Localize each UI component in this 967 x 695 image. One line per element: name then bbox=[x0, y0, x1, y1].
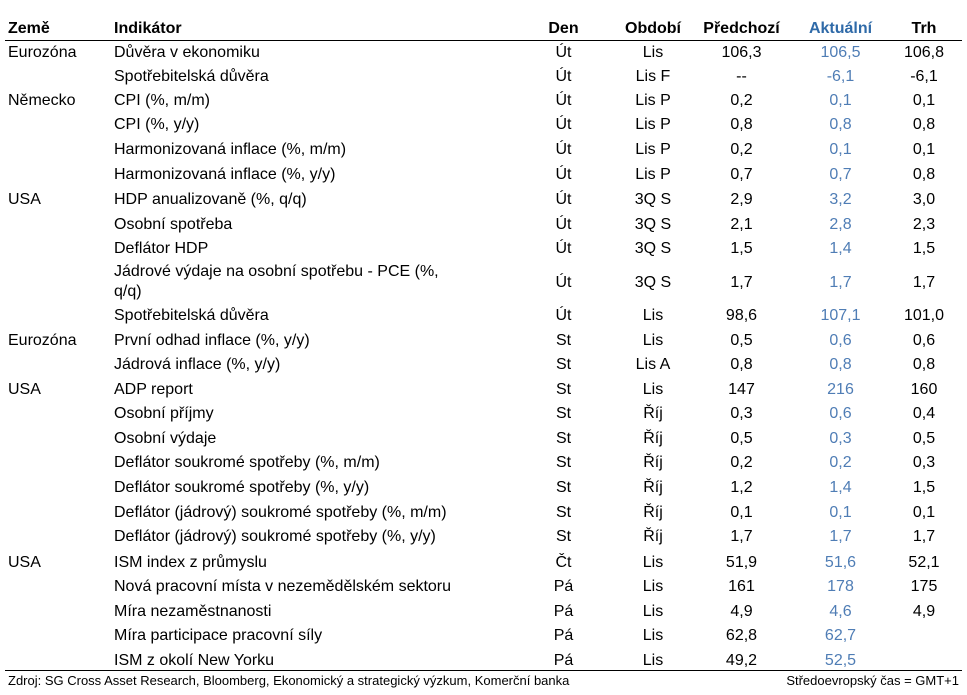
cell-day: Út bbox=[555, 240, 572, 257]
cell-day: Út bbox=[555, 166, 572, 183]
timezone-note: Středoevropský čas = GMT+1 bbox=[786, 673, 959, 688]
footer-divider bbox=[5, 670, 962, 671]
cell-day: St bbox=[555, 504, 572, 521]
cell-period: Říj bbox=[643, 454, 663, 471]
cell-actual: 4,6 bbox=[829, 603, 852, 620]
cell-market: 0,4 bbox=[912, 405, 936, 422]
table-row bbox=[0, 600, 967, 624]
cell-day: Čt bbox=[555, 554, 572, 571]
cell-country: USA bbox=[8, 191, 41, 208]
cell-indicator: Spotřebitelská důvěra bbox=[114, 68, 269, 85]
cell-actual: 0,8 bbox=[829, 356, 852, 373]
cell-indicator: Nová pracovní místa v nezemědělském sektoru bbox=[114, 578, 452, 595]
cell-period: Říj bbox=[643, 405, 663, 422]
cell-period: 3Q S bbox=[634, 240, 672, 257]
table-row bbox=[0, 378, 967, 402]
table-row bbox=[0, 329, 967, 353]
cell-day: Út bbox=[555, 191, 572, 208]
cell-market: 0,8 bbox=[912, 356, 936, 373]
cell-indicator: Jádrové výdaje na osobní spotřebu - PCE (%, bbox=[114, 263, 439, 280]
cell-period: Lis A bbox=[635, 356, 671, 373]
cell-market: 2,3 bbox=[912, 216, 936, 233]
cell-period: Lis bbox=[642, 578, 664, 595]
table-row bbox=[0, 451, 967, 475]
table-row bbox=[0, 237, 967, 261]
cell-indicator: Deflátor (jádrový) soukromé spotřeby (%, y/y) bbox=[114, 528, 436, 545]
cell-actual: 0,1 bbox=[829, 141, 852, 158]
cell-period: 3Q S bbox=[634, 216, 672, 233]
cell-day: St bbox=[555, 479, 572, 496]
cell-actual: 0,2 bbox=[829, 454, 852, 471]
cell-previous: 0,2 bbox=[730, 141, 753, 158]
cell-previous: 51,9 bbox=[725, 554, 758, 571]
cell-indicator: HDP anualizovaně (%, q/q) bbox=[114, 191, 307, 208]
cell-actual: 0,6 bbox=[829, 332, 852, 349]
cell-indicator: Osobní příjmy bbox=[114, 405, 214, 422]
cell-previous: 0,8 bbox=[730, 116, 753, 133]
cell-indicator: Deflátor (jádrový) soukromé spotřeby (%, m/m) bbox=[114, 504, 447, 521]
cell-actual: 2,8 bbox=[829, 216, 852, 233]
cell-indicator: CPI (%, m/m) bbox=[114, 92, 210, 109]
cell-day: Út bbox=[555, 116, 572, 133]
cell-market: 0,6 bbox=[912, 332, 936, 349]
cell-period: Říj bbox=[643, 528, 663, 545]
table-row bbox=[0, 551, 967, 575]
cell-actual: 0,3 bbox=[829, 430, 852, 447]
cell-market: 0,8 bbox=[912, 166, 936, 183]
cell-indicator: Osobní výdaje bbox=[114, 430, 217, 447]
cell-period: Lis bbox=[642, 652, 664, 669]
cell-previous: -- bbox=[736, 68, 747, 85]
cell-day: Út bbox=[555, 216, 572, 233]
cell-day: St bbox=[555, 405, 572, 422]
cell-market: 1,5 bbox=[912, 479, 936, 496]
cell-indicator: Deflátor HDP bbox=[114, 240, 209, 257]
header-period: Období bbox=[625, 20, 681, 37]
cell-day: St bbox=[555, 528, 572, 545]
cell-day: Út bbox=[555, 44, 572, 61]
cell-period: Říj bbox=[643, 504, 663, 521]
cell-previous: 98,6 bbox=[725, 307, 758, 324]
cell-previous: 49,2 bbox=[725, 652, 758, 669]
cell-previous: 0,3 bbox=[730, 405, 753, 422]
cell-indicator: Míra participace pracovní síly bbox=[114, 627, 323, 644]
table-row bbox=[0, 188, 967, 212]
cell-country: Eurozóna bbox=[8, 44, 77, 61]
cell-previous: 106,3 bbox=[721, 44, 762, 61]
cell-indicator: Jádrová inflace (%, y/y) bbox=[114, 356, 281, 373]
cell-market: 1,7 bbox=[912, 528, 936, 545]
cell-previous: 0,5 bbox=[730, 332, 753, 349]
cell-day: St bbox=[555, 356, 572, 373]
cell-actual: 52,5 bbox=[824, 652, 857, 669]
cell-previous: 1,2 bbox=[730, 479, 753, 496]
header-actual: Aktuální bbox=[808, 20, 873, 37]
cell-market: 0,8 bbox=[912, 116, 936, 133]
cell-previous: 161 bbox=[728, 578, 755, 595]
cell-period: Říj bbox=[643, 479, 663, 496]
cell-period: Lis P bbox=[635, 116, 671, 133]
cell-indicator: První odhad inflace (%, y/y) bbox=[114, 332, 310, 349]
cell-day: Pá bbox=[553, 627, 574, 644]
source-note: Zdroj: SG Cross Asset Research, Bloomberg, Ekonomický a strategický výzkum, Komerční banka bbox=[8, 673, 570, 688]
cell-period: Lis P bbox=[635, 166, 671, 183]
cell-market: 3,0 bbox=[912, 191, 936, 208]
cell-actual: 1,4 bbox=[829, 479, 852, 496]
cell-market: 106,8 bbox=[903, 44, 945, 61]
cell-market: 160 bbox=[910, 381, 938, 398]
cell-previous: 0,2 bbox=[730, 454, 753, 471]
cell-indicator: ISM z okolí New Yorku bbox=[114, 652, 275, 669]
header-previous: Předchozí bbox=[703, 20, 780, 37]
cell-actual: 0,8 bbox=[829, 116, 852, 133]
cell-actual: 216 bbox=[827, 381, 854, 398]
cell-market: 0,1 bbox=[912, 141, 936, 158]
cell-indicator: Spotřebitelská důvěra bbox=[114, 307, 269, 324]
table-row bbox=[0, 501, 967, 525]
cell-actual: 0,1 bbox=[829, 504, 852, 521]
cell-period: Lis F bbox=[635, 68, 671, 85]
cell-actual: 3,2 bbox=[829, 191, 852, 208]
table-row bbox=[0, 353, 967, 377]
cell-indicator: Důvěra v ekonomiku bbox=[114, 44, 260, 61]
table-row bbox=[0, 113, 967, 137]
table-row bbox=[0, 476, 967, 500]
cell-period: Lis bbox=[642, 44, 664, 61]
cell-actual: -6,1 bbox=[826, 68, 855, 85]
header-country: Země bbox=[8, 20, 50, 37]
table-row bbox=[0, 427, 967, 451]
cell-period: Lis bbox=[642, 381, 664, 398]
cell-indicator: Míra nezaměstnanosti bbox=[114, 603, 272, 620]
cell-period: Lis bbox=[642, 554, 664, 571]
cell-market: 0,3 bbox=[912, 454, 936, 471]
cell-day: St bbox=[555, 454, 572, 471]
table-row bbox=[0, 304, 967, 328]
table-row bbox=[0, 41, 967, 65]
header-market: Trh bbox=[911, 20, 937, 37]
table-row bbox=[0, 213, 967, 237]
table-row bbox=[0, 624, 967, 648]
cell-day: Út bbox=[555, 68, 572, 85]
cell-period: 3Q S bbox=[634, 191, 672, 208]
cell-actual: 62,7 bbox=[824, 627, 857, 644]
cell-actual: 1,7 bbox=[829, 274, 852, 291]
cell-market: -6,1 bbox=[910, 68, 938, 85]
cell-indicator: ADP report bbox=[114, 381, 193, 398]
cell-previous: 2,1 bbox=[730, 216, 753, 233]
table-row bbox=[0, 65, 967, 89]
cell-day: St bbox=[555, 430, 572, 447]
cell-previous: 1,7 bbox=[730, 528, 753, 545]
cell-actual: 0,6 bbox=[829, 405, 852, 422]
cell-indicator: Harmonizovaná inflace (%, m/m) bbox=[114, 141, 347, 158]
cell-day: Pá bbox=[553, 652, 574, 669]
cell-day: Út bbox=[555, 92, 572, 109]
cell-indicator: ISM index z průmyslu bbox=[114, 554, 267, 571]
cell-actual: 51,6 bbox=[824, 554, 857, 571]
cell-market: 4,9 bbox=[912, 603, 936, 620]
table-row bbox=[0, 402, 967, 426]
cell-day: St bbox=[555, 332, 572, 349]
cell-market: 175 bbox=[910, 578, 938, 595]
cell-market: 1,5 bbox=[912, 240, 936, 257]
table-row bbox=[0, 262, 967, 304]
cell-period: 3Q S bbox=[634, 274, 672, 291]
cell-day: Út bbox=[555, 274, 572, 291]
cell-country: USA bbox=[8, 381, 41, 398]
cell-country: Německo bbox=[8, 92, 76, 109]
cell-market: 1,7 bbox=[912, 274, 936, 291]
cell-indicator: Deflátor soukromé spotřeby (%, m/m) bbox=[114, 454, 380, 471]
cell-actual: 178 bbox=[827, 578, 854, 595]
cell-previous: 1,5 bbox=[730, 240, 753, 257]
cell-previous: 2,9 bbox=[730, 191, 753, 208]
cell-previous: 1,7 bbox=[730, 274, 753, 291]
cell-previous: 0,7 bbox=[730, 166, 753, 183]
cell-day: Út bbox=[555, 307, 572, 324]
cell-country: Eurozóna bbox=[8, 332, 77, 349]
cell-period: Říj bbox=[643, 430, 663, 447]
cell-period: Lis bbox=[642, 332, 664, 349]
cell-actual: 0,1 bbox=[829, 92, 852, 109]
table-row bbox=[0, 575, 967, 599]
cell-day: Út bbox=[555, 141, 572, 158]
cell-previous: 0,2 bbox=[730, 92, 753, 109]
table-row bbox=[0, 138, 967, 162]
cell-market: 52,1 bbox=[908, 554, 940, 571]
cell-previous: 0,1 bbox=[730, 504, 753, 521]
cell-indicator: Osobní spotřeba bbox=[114, 216, 233, 233]
cell-country: USA bbox=[8, 554, 41, 571]
cell-market: 0,1 bbox=[912, 92, 936, 109]
table-row bbox=[0, 89, 967, 113]
cell-actual: 1,7 bbox=[829, 528, 852, 545]
cell-previous: 0,8 bbox=[730, 356, 753, 373]
cell-indicator: Deflátor soukromé spotřeby (%, y/y) bbox=[114, 479, 370, 496]
cell-market: 101,0 bbox=[903, 307, 945, 324]
cell-previous: 147 bbox=[728, 381, 755, 398]
cell-actual: 106,5 bbox=[820, 44, 861, 61]
cell-previous: 62,8 bbox=[725, 627, 758, 644]
cell-period: Lis bbox=[642, 627, 664, 644]
header-day: Den bbox=[548, 20, 579, 37]
cell-actual: 0,7 bbox=[829, 166, 852, 183]
cell-period: Lis bbox=[642, 307, 664, 324]
table-row bbox=[0, 163, 967, 187]
cell-period: Lis P bbox=[635, 141, 671, 158]
cell-indicator: CPI (%, y/y) bbox=[114, 116, 200, 133]
header-indicator: Indikátor bbox=[114, 20, 182, 37]
cell-actual: 1,4 bbox=[829, 240, 852, 257]
table-row bbox=[0, 525, 967, 549]
cell-previous: 0,5 bbox=[730, 430, 753, 447]
cell-indicator: Harmonizovaná inflace (%, y/y) bbox=[114, 166, 336, 183]
cell-day: Pá bbox=[553, 603, 574, 620]
cell-indicator-continued: q/q) bbox=[114, 283, 142, 300]
cell-actual: 107,1 bbox=[820, 307, 861, 324]
cell-previous: 4,9 bbox=[730, 603, 753, 620]
cell-market: 0,5 bbox=[912, 430, 936, 447]
cell-day: Pá bbox=[553, 578, 574, 595]
cell-market: 0,1 bbox=[912, 504, 936, 521]
cell-day: St bbox=[555, 381, 572, 398]
cell-period: Lis bbox=[642, 603, 664, 620]
cell-period: Lis P bbox=[635, 92, 671, 109]
